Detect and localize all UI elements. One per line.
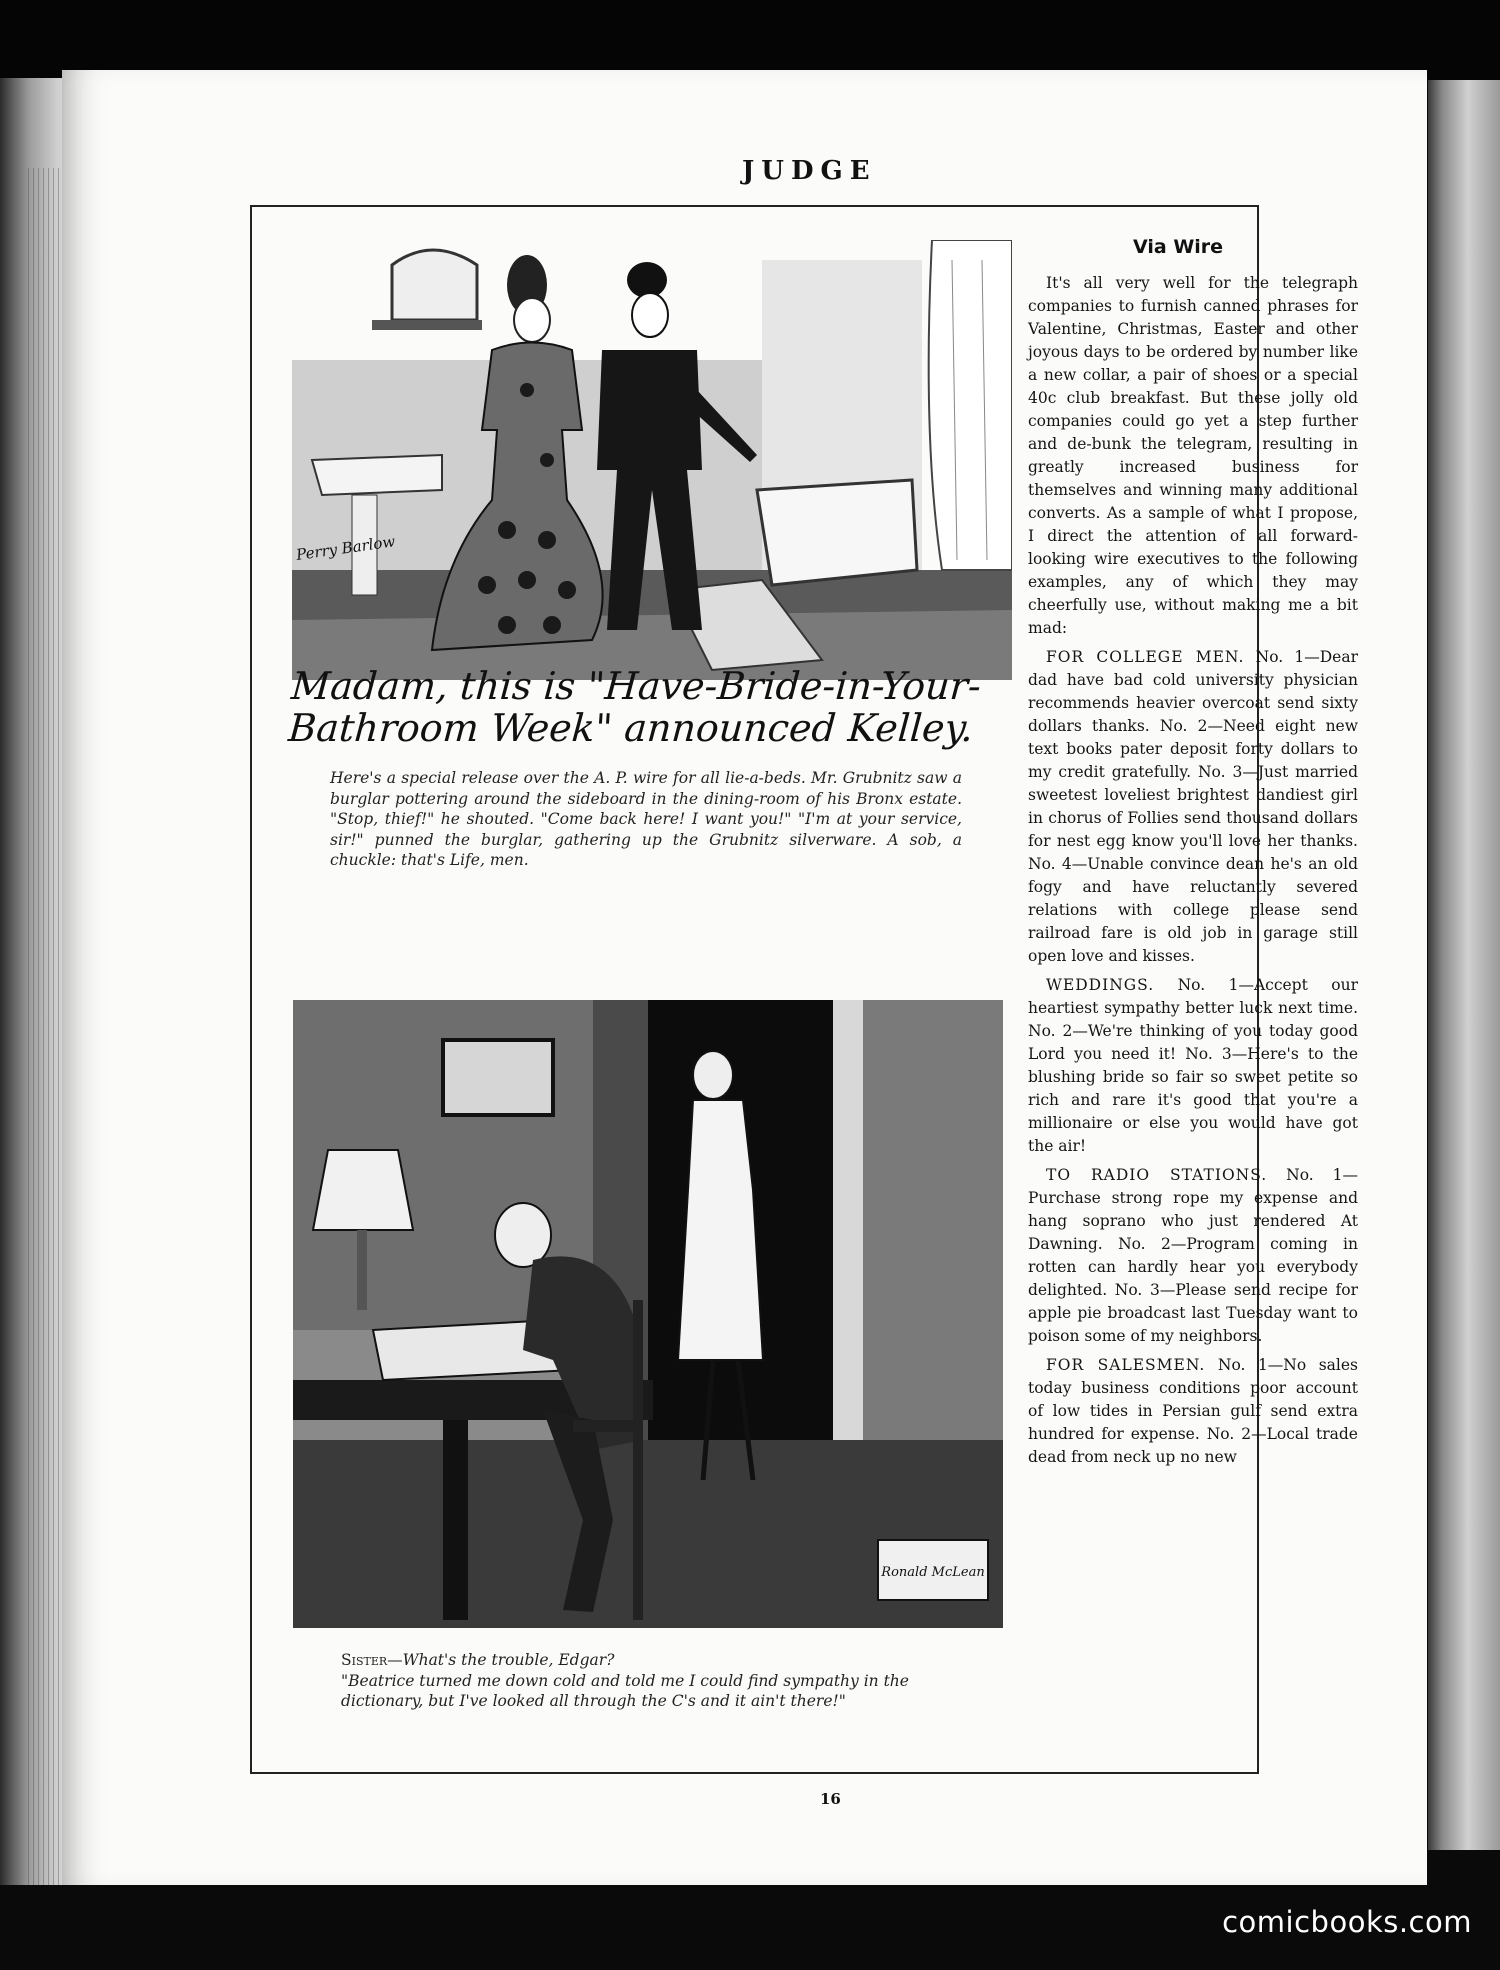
book-page-edges-right [1428, 80, 1500, 1850]
article-section [1028, 646, 1358, 968]
article-section [1028, 1164, 1358, 1348]
article-section [1028, 974, 1358, 1158]
cartoon1-hand-lettered-caption: Madam, this is "Have-Bride-in-Your-Bathroom Week" announced Kelley. [286, 664, 983, 750]
section-head: FOR SALESMEN. [1046, 1356, 1206, 1374]
article-section [1028, 1354, 1358, 1469]
page-number: 16 [820, 1790, 841, 1808]
cartoon1-signature: Perry Barlow [295, 532, 397, 564]
section-body: No. 1—Accept our heartiest sympathy better luck next time. No. 2—We're thinking of you today good Lord you need it! No. 3—Here's to the blushing bride so fair so sweet petite so rich and rare it's good that you're a millionaire or else you would have got the air! [1028, 976, 1358, 1155]
cartoon2-text [341, 1650, 981, 1712]
cartoon2-line2: "Beatrice turned me down cold and told me I could find sympathy in the dictionary, but I've looked all through the C's and it ain't there!" [341, 1671, 909, 1710]
section-head: WEDDINGS. [1046, 976, 1155, 994]
section-head: FOR COLLEGE MEN. [1046, 648, 1245, 666]
article-intro: It's all very well for the telegraph companies to furnish canned phrases for Valentine, Christmas, Easter and other joyous days to be ordered by number like a new collar, a pair of shoes or a special 40c club breakfast. But these jolly old companies could go yet a step further and de-bunk the telegram, resulting in greatly increased business for themselves and winning many additional converts. As a sample of what I propose, I direct the attention of all forward-looking wire executives to the following examples, any of which they may cheerfully use, without making me a bit mad: [1028, 274, 1358, 637]
section-body: No. 1—Purchase strong rope my expense and hang soprano who just rendered At Dawning. No. 2—Program coming in rotten can hardly hear you everybody delighted. No. 3—Please send recipe for apple pie broadcast last Tuesday want to poison some of my neighbors. [1028, 1166, 1358, 1345]
source-watermark: comicbooks.com [1222, 1905, 1472, 1939]
section-head: TO RADIO STATIONS. [1046, 1166, 1268, 1184]
cartoon-dictionary-illustration [293, 1000, 1003, 1628]
cartoon2-line1: —What's the trouble, Edgar? [387, 1651, 615, 1669]
running-head: JUDGE [742, 156, 877, 186]
cartoon-bathroom-illustration [292, 240, 1012, 680]
cartoon2-signature: Ronald McLean [881, 1565, 985, 1580]
section-body: No. 1—No sales today business conditions poor account of low tides in Persian gulf send extra hundred for expense. No. 2—Local trade dead from neck up no new [1028, 1356, 1358, 1466]
article-title: Via Wire [1133, 236, 1224, 258]
article-column [1028, 272, 1358, 1475]
cartoon1-text: Here's a special release over the A. P. wire for all lie-a-beds. Mr. Grubnitz saw a burglar pottering around the sideboard in the dining-room of his Bronx estate. "Stop, thief!" he shouted. "Come back here! I want you!" "I'm at your service, sir!" punned the burglar, gathering up the Grubnitz silverware. A sob, a chuckle: that's Life, men. [330, 769, 962, 869]
section-body: No. 1—Dear dad have bad cold university physician recommends heavier overcoat send sixty dollars thanks. No. 2—Need eight new text books pater deposit forty dollars to my credit gratefully. No. 3—Just married sweetest loveliest brightest dandiest girl in chorus of Follies send thousand dollars for nest egg know you'll love her thanks. No. 4—Unable convince dean he's an old fogy and have reluctantly severed relations with college please send railroad fare is old job in garage still open love and kisses. [1028, 648, 1358, 965]
cartoon2-speaker: Sister [341, 1651, 388, 1669]
